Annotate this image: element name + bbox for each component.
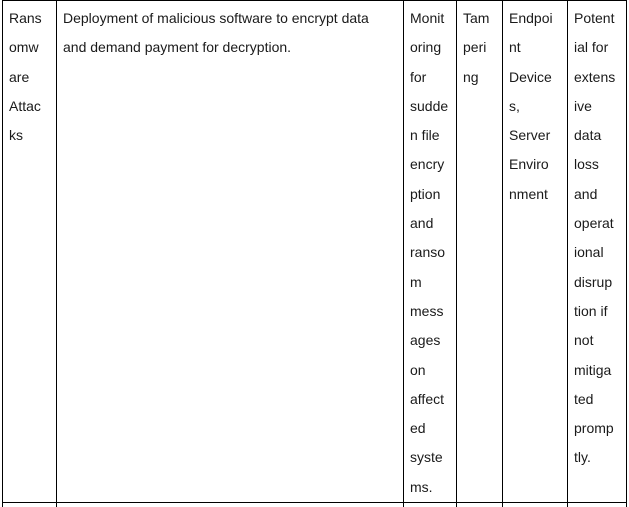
cell-text-line: disrup bbox=[574, 273, 613, 290]
cell-text-line: Potent bbox=[574, 10, 615, 26]
cell-text-line: on bbox=[410, 361, 426, 378]
cell-text-line: and bbox=[410, 215, 434, 232]
cell-text-line: ional bbox=[574, 244, 604, 261]
empty-cell bbox=[568, 503, 627, 507]
table-row-partial bbox=[3, 503, 627, 507]
empty-cell bbox=[404, 503, 457, 507]
cell-text-line: ages bbox=[410, 332, 441, 349]
impact-cell bbox=[568, 1, 627, 503]
cell-text-line: ms. bbox=[410, 478, 433, 495]
threat-name-cell bbox=[3, 1, 57, 503]
cell-text-line: ed bbox=[410, 420, 426, 437]
cell-text-line: and demand payment for decryption. bbox=[63, 39, 292, 56]
cell-text-line: mess bbox=[410, 302, 444, 319]
cell-text-line: Device bbox=[509, 68, 552, 85]
cell-text-line: ial for bbox=[574, 39, 609, 56]
empty-cell bbox=[57, 503, 404, 507]
threat-category-cell bbox=[457, 1, 503, 503]
cell-text-line: mitiga bbox=[574, 361, 612, 378]
cell-text-line: not bbox=[574, 332, 594, 349]
cell-text-line: sudde bbox=[410, 97, 449, 114]
cell-text-line: ks bbox=[9, 127, 23, 144]
table-row bbox=[3, 1, 627, 503]
cell-text-line: ted bbox=[574, 390, 594, 407]
cell-text-line: tion if bbox=[574, 302, 608, 319]
cell-text-line: s, bbox=[509, 97, 520, 114]
cell-text-line: extens bbox=[574, 68, 616, 85]
cell-text-line: Tam bbox=[463, 10, 490, 26]
threat-description-cell bbox=[57, 1, 404, 503]
cell-text-line: nment bbox=[509, 185, 548, 202]
cell-text-line: Server bbox=[509, 127, 551, 144]
cell-text-line: for bbox=[410, 68, 427, 85]
monitoring-cell bbox=[404, 1, 457, 503]
cell-text-line: tly. bbox=[574, 449, 591, 466]
cell-text-line: data bbox=[574, 127, 602, 144]
cell-text-line: operat bbox=[574, 215, 614, 232]
cell-text-line: Attac bbox=[9, 97, 41, 114]
cell-text-line: oring bbox=[410, 39, 442, 56]
threat-table bbox=[2, 0, 627, 507]
cell-text-line: loss bbox=[574, 156, 599, 173]
cell-text-line: promp bbox=[574, 420, 614, 437]
cell-text-line: peri bbox=[463, 39, 487, 56]
cell-text-line: Deployment of malicious software to encrypt data bbox=[63, 10, 369, 26]
cell-text-line: Rans bbox=[9, 10, 42, 26]
cell-text-line: nt bbox=[509, 39, 521, 56]
empty-cell bbox=[503, 503, 568, 507]
cell-text-line: ranso bbox=[410, 244, 446, 261]
cell-text-line: m bbox=[410, 273, 422, 290]
cell-text-line: omw bbox=[9, 39, 39, 56]
affected-assets-cell bbox=[503, 1, 568, 503]
cell-text-line: and bbox=[574, 185, 598, 202]
cell-text-line: encry bbox=[410, 156, 445, 173]
empty-cell bbox=[457, 503, 503, 507]
cell-text-line: affect bbox=[410, 390, 444, 407]
cell-text-line: Monit bbox=[410, 10, 445, 26]
cell-text-line: ng bbox=[463, 68, 479, 85]
cell-text-line: Endpoi bbox=[509, 10, 553, 26]
cell-text-line: syste bbox=[410, 449, 443, 466]
cell-text-line: n file bbox=[410, 127, 440, 144]
cell-text-line: are bbox=[9, 68, 30, 85]
empty-cell bbox=[3, 503, 57, 507]
cell-text-line: ption bbox=[410, 185, 441, 202]
cell-text-line: ive bbox=[574, 97, 592, 114]
cell-text-line: Enviro bbox=[509, 156, 549, 173]
